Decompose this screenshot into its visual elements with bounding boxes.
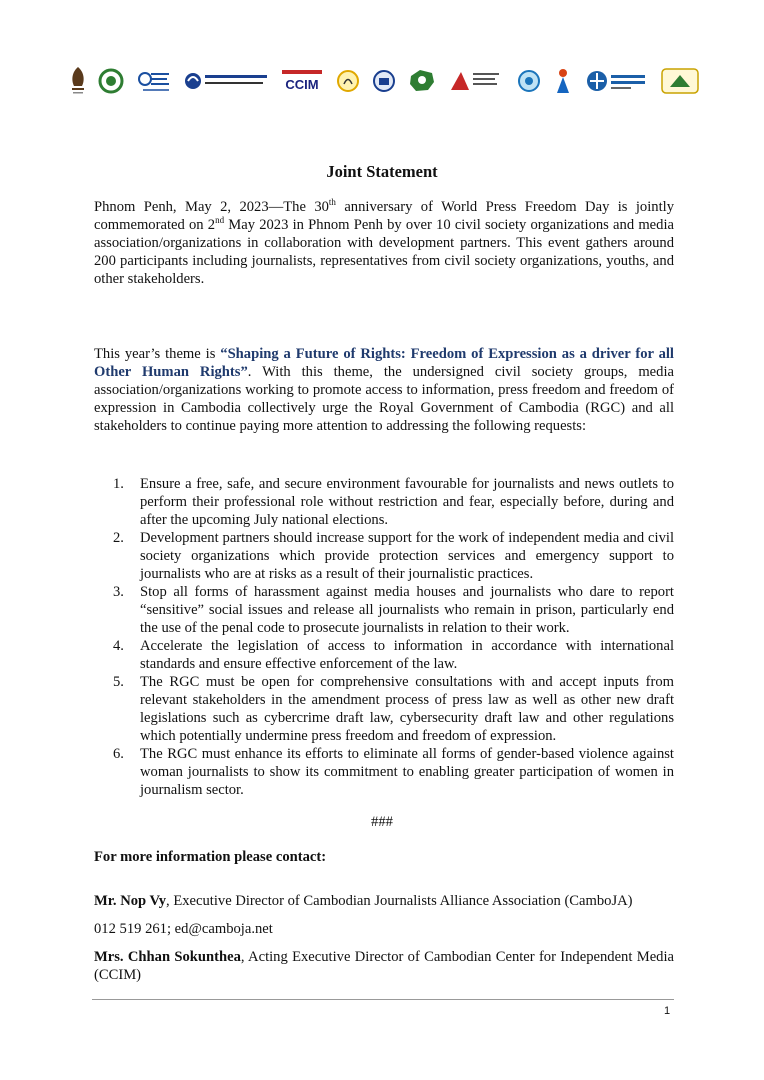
yellow-circle-logo xyxy=(336,66,360,96)
cchr-logo xyxy=(183,66,269,96)
list-item: 4. Accelerate the legislation of access to information in accordance with international standards and ensure effective enforcement of the law. xyxy=(113,638,674,672)
page-title: Joint Statement xyxy=(326,162,438,181)
round-seal-logo xyxy=(98,66,124,96)
logo-strip xyxy=(70,64,700,98)
contact-name: Mrs. Chhan Sokunthea xyxy=(94,949,241,965)
blue-seal-logo xyxy=(372,66,396,96)
svg-text:CCIM: CCIM xyxy=(285,77,319,92)
list-item: 5. The RGC must be open for comprehensive consultations with and accept inputs from relevant stakeholders in the amendment process of press law as well as other new draft legislations such as cybercrime draft law, cybersecurity draft law and other regulations which potentially undermine press freedom and freedom of expression. xyxy=(113,674,674,744)
camboja-logo xyxy=(70,66,86,96)
contact-person-2: Mrs. Chhan Sokunthea, Acting Executive Director of Cambodian Center for Independent Media (CCIM) xyxy=(94,949,674,983)
ccim-logo xyxy=(281,66,323,96)
blue-circle-logo xyxy=(517,66,541,96)
list-item: 6. The RGC must enhance its efforts to eliminate all forms of gender-based violence against woman journalists to show its commitment to enabling greater participation of women in journalism sector. xyxy=(113,746,674,798)
page-number: 1 xyxy=(664,1005,671,1017)
footer-divider xyxy=(92,999,674,1000)
khmer-org-logo xyxy=(137,66,171,96)
section-separator: ### xyxy=(371,814,393,830)
list-item: 2. Development partners should increase support for the work of independent media and civil society organizations which provide protection services and emergency support to journalists who are at risks as a result of their journalistic practices. xyxy=(113,530,674,582)
transparency-international-logo xyxy=(586,66,648,96)
requests-list xyxy=(113,475,674,799)
institute-logo xyxy=(449,66,505,96)
figure-logo xyxy=(553,66,573,96)
theme-highlight: “Shaping a Future of Rights: Freedom of Expression as a driver for all Other Human Rights” xyxy=(94,346,674,380)
contact-heading: For more information please contact: xyxy=(94,849,327,865)
list-item: 3. Stop all forms of harassment against media houses and journalists who dare to report “sensitive” social issues and release all journalists who remain in prison, particularly end the use of the penal code to prosecute journalists in relation to their work. xyxy=(113,584,674,636)
contact-person-1: Mr. Nop Vy, Executive Director of Cambodian Journalists Alliance Association (CamboJA) xyxy=(94,893,633,909)
intro-paragraph: Phnom Penh, May 2, 2023—The 30th anniversary of World Press Freedom Day is jointly commemorated on 2nd May 2023 in Phnom Penh by over 10 civil society organizations and media association/organizations in collaboration with development partners. This event gathers around 200 participants including journalists, representatives from civil society organizations, youths, and other stakeholders. xyxy=(94,197,674,287)
theme-paragraph: This year’s theme is “Shaping a Future of Rights: Freedom of Expression as a driver for all Other Human Rights”. With this theme, the undersigned civil society groups, media association/organizations working to promote access to information, press freedom and freedom of expression in Cambodia collectively urge the Royal Government of Cambodia (RGC) and all stakeholders to continue paying more attention to addressing the following requests: xyxy=(94,346,674,434)
list-item: 1. Ensure a free, safe, and secure environment favourable for journalists and news outlets to perform their professional role without restriction and fear, especially before, during and after the upcoming July national elections. xyxy=(113,476,674,528)
cambodia-map-logo xyxy=(408,66,436,96)
contact-name: Mr. Nop Vy xyxy=(94,893,167,909)
contact-phone-email: 012 519 261; ed@camboja.net xyxy=(94,921,273,937)
emblem-logo xyxy=(660,66,700,96)
